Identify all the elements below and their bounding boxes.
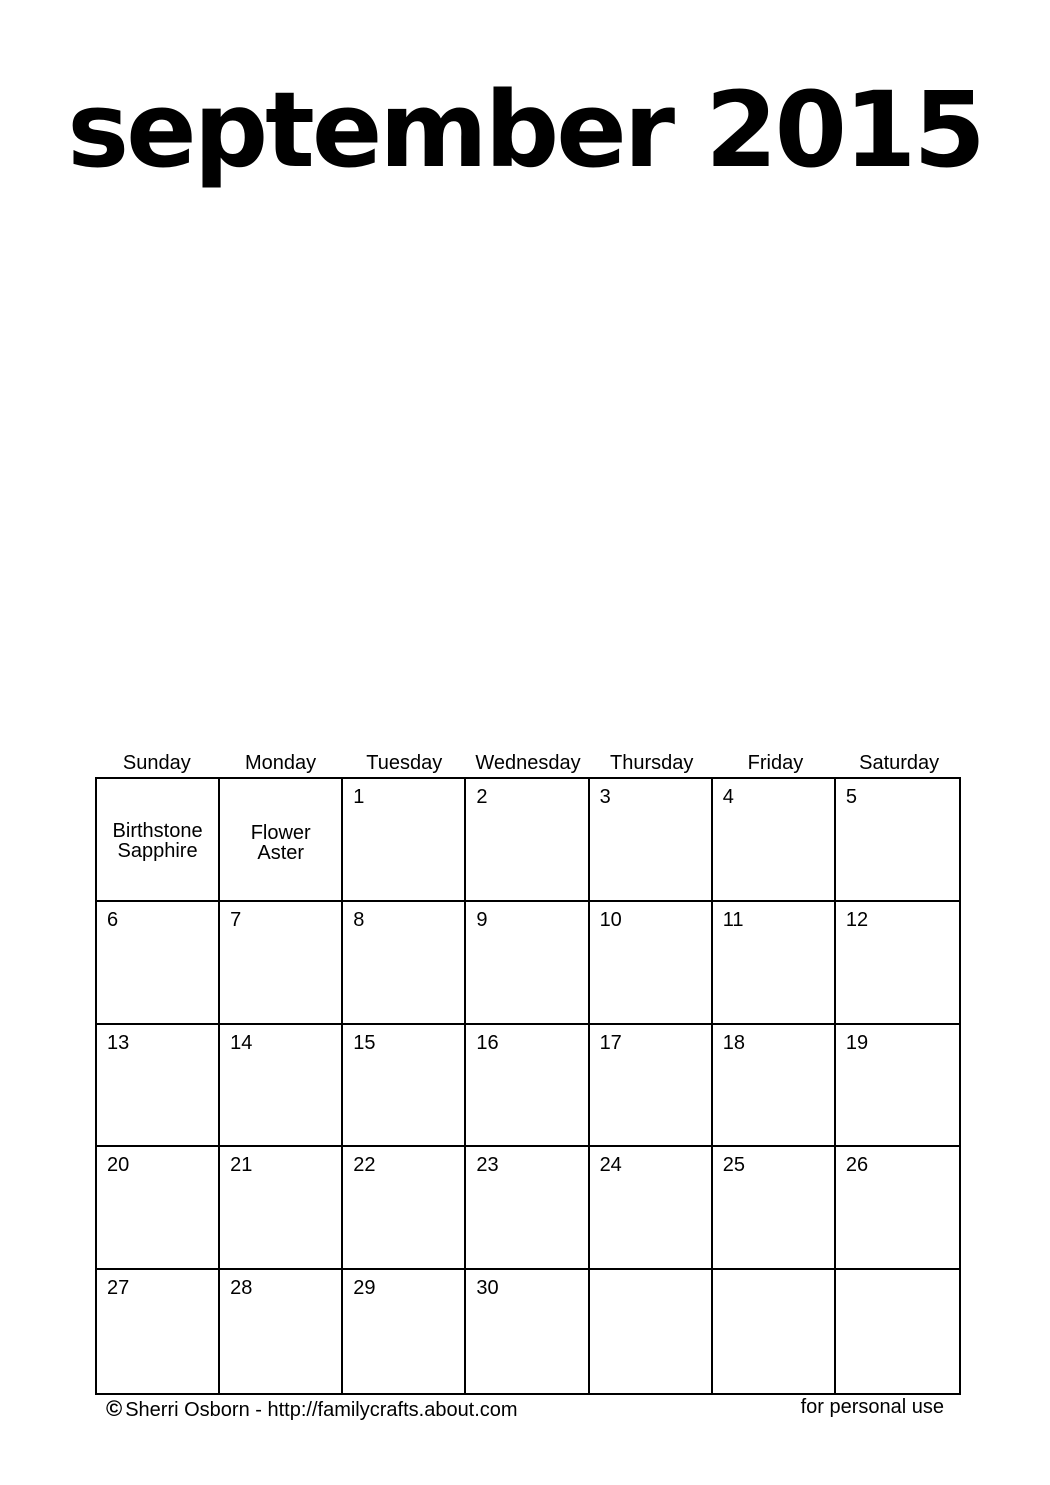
day-cell [466, 902, 589, 1025]
weekday-monday: Monday [244, 752, 317, 774]
day-cell [97, 1270, 220, 1393]
day-cell [220, 902, 343, 1025]
date-number: 30 [476, 1277, 499, 1300]
day-cell [836, 902, 959, 1025]
day-cell [713, 1147, 836, 1270]
day-cell [590, 902, 713, 1025]
footer-usage: for personal use [800, 1396, 944, 1418]
date-number: 8 [353, 908, 365, 931]
day-cell [343, 1025, 466, 1148]
day-cell [713, 1025, 836, 1148]
day-cell [343, 902, 466, 1025]
day-cell [343, 1270, 466, 1393]
date-number: 16 [476, 1031, 499, 1054]
date-number: 26 [845, 1154, 869, 1177]
date-number: 27 [107, 1277, 130, 1300]
date-number: 21 [230, 1154, 253, 1177]
weekday-sunday: Sunday [122, 752, 191, 774]
date-number: 6 [107, 908, 119, 931]
date-number: 28 [230, 1277, 253, 1300]
day-cell [466, 1147, 589, 1270]
footer-credit-text: Sherri Osborn - http://familycrafts.about.com [125, 1399, 518, 1421]
empty-day-cell [713, 1270, 836, 1393]
flower-label: Flower [250, 822, 311, 844]
empty-day-cell [97, 779, 220, 902]
day-cell [836, 779, 959, 902]
day-cell [220, 1025, 343, 1148]
flower-note [220, 823, 341, 863]
day-cell [713, 779, 836, 902]
date-number: 9 [476, 908, 488, 931]
date-number: 20 [107, 1154, 130, 1177]
day-cell [220, 1147, 343, 1270]
birthstone-note [97, 821, 218, 861]
weekday-tuesday: Tuesday [366, 752, 443, 774]
empty-day-cell [590, 1270, 713, 1393]
empty-day-cell [220, 779, 343, 902]
empty-day-cell [836, 1270, 959, 1393]
date-number: 25 [722, 1154, 745, 1177]
weekday-header-row [95, 748, 961, 778]
day-cell [713, 902, 836, 1025]
copyright-icon: © [106, 1396, 123, 1421]
date-number: 1 [353, 786, 365, 808]
date-number: 18 [722, 1031, 745, 1054]
date-number: 19 [845, 1031, 869, 1054]
date-number: 7 [230, 908, 242, 931]
birthstone-value: Sapphire [117, 840, 198, 862]
weekday-friday: Friday [747, 752, 804, 774]
date-number: 5 [845, 786, 857, 808]
calendar-grid [95, 777, 961, 1395]
date-number: 13 [107, 1031, 130, 1054]
date-number: 14 [230, 1031, 253, 1054]
date-number: 24 [599, 1154, 622, 1177]
date-number: 23 [476, 1154, 499, 1177]
date-number: 22 [353, 1154, 376, 1177]
day-cell [343, 779, 466, 902]
birthstone-label: Birthstone [112, 820, 203, 842]
weekday-wednesday: Wednesday [475, 752, 581, 774]
day-cell [97, 1147, 220, 1270]
day-cell [590, 779, 713, 902]
day-cell [466, 779, 589, 902]
footer-credit [106, 1396, 518, 1423]
day-cell [590, 1025, 713, 1148]
date-number: 15 [353, 1031, 376, 1054]
calendar-title: september 2015 [67, 69, 983, 191]
date-number: 4 [722, 786, 734, 808]
date-number: 29 [353, 1277, 376, 1300]
day-cell [220, 1270, 343, 1393]
weekday-thursday: Thursday [610, 752, 694, 774]
day-cell [97, 1025, 220, 1148]
day-cell [836, 1147, 959, 1270]
day-cell [836, 1025, 959, 1148]
weekday-saturday: Saturday [859, 752, 940, 774]
date-number: 11 [722, 908, 744, 931]
day-cell [343, 1147, 466, 1270]
day-cell [590, 1147, 713, 1270]
day-cell [466, 1025, 589, 1148]
date-number: 2 [476, 786, 488, 808]
date-number: 17 [599, 1031, 622, 1054]
date-number: 3 [599, 786, 611, 808]
date-number: 10 [599, 908, 622, 931]
day-cell [466, 1270, 589, 1393]
flower-value: Aster [257, 842, 305, 864]
date-number: 12 [845, 908, 869, 931]
day-cell [97, 902, 220, 1025]
